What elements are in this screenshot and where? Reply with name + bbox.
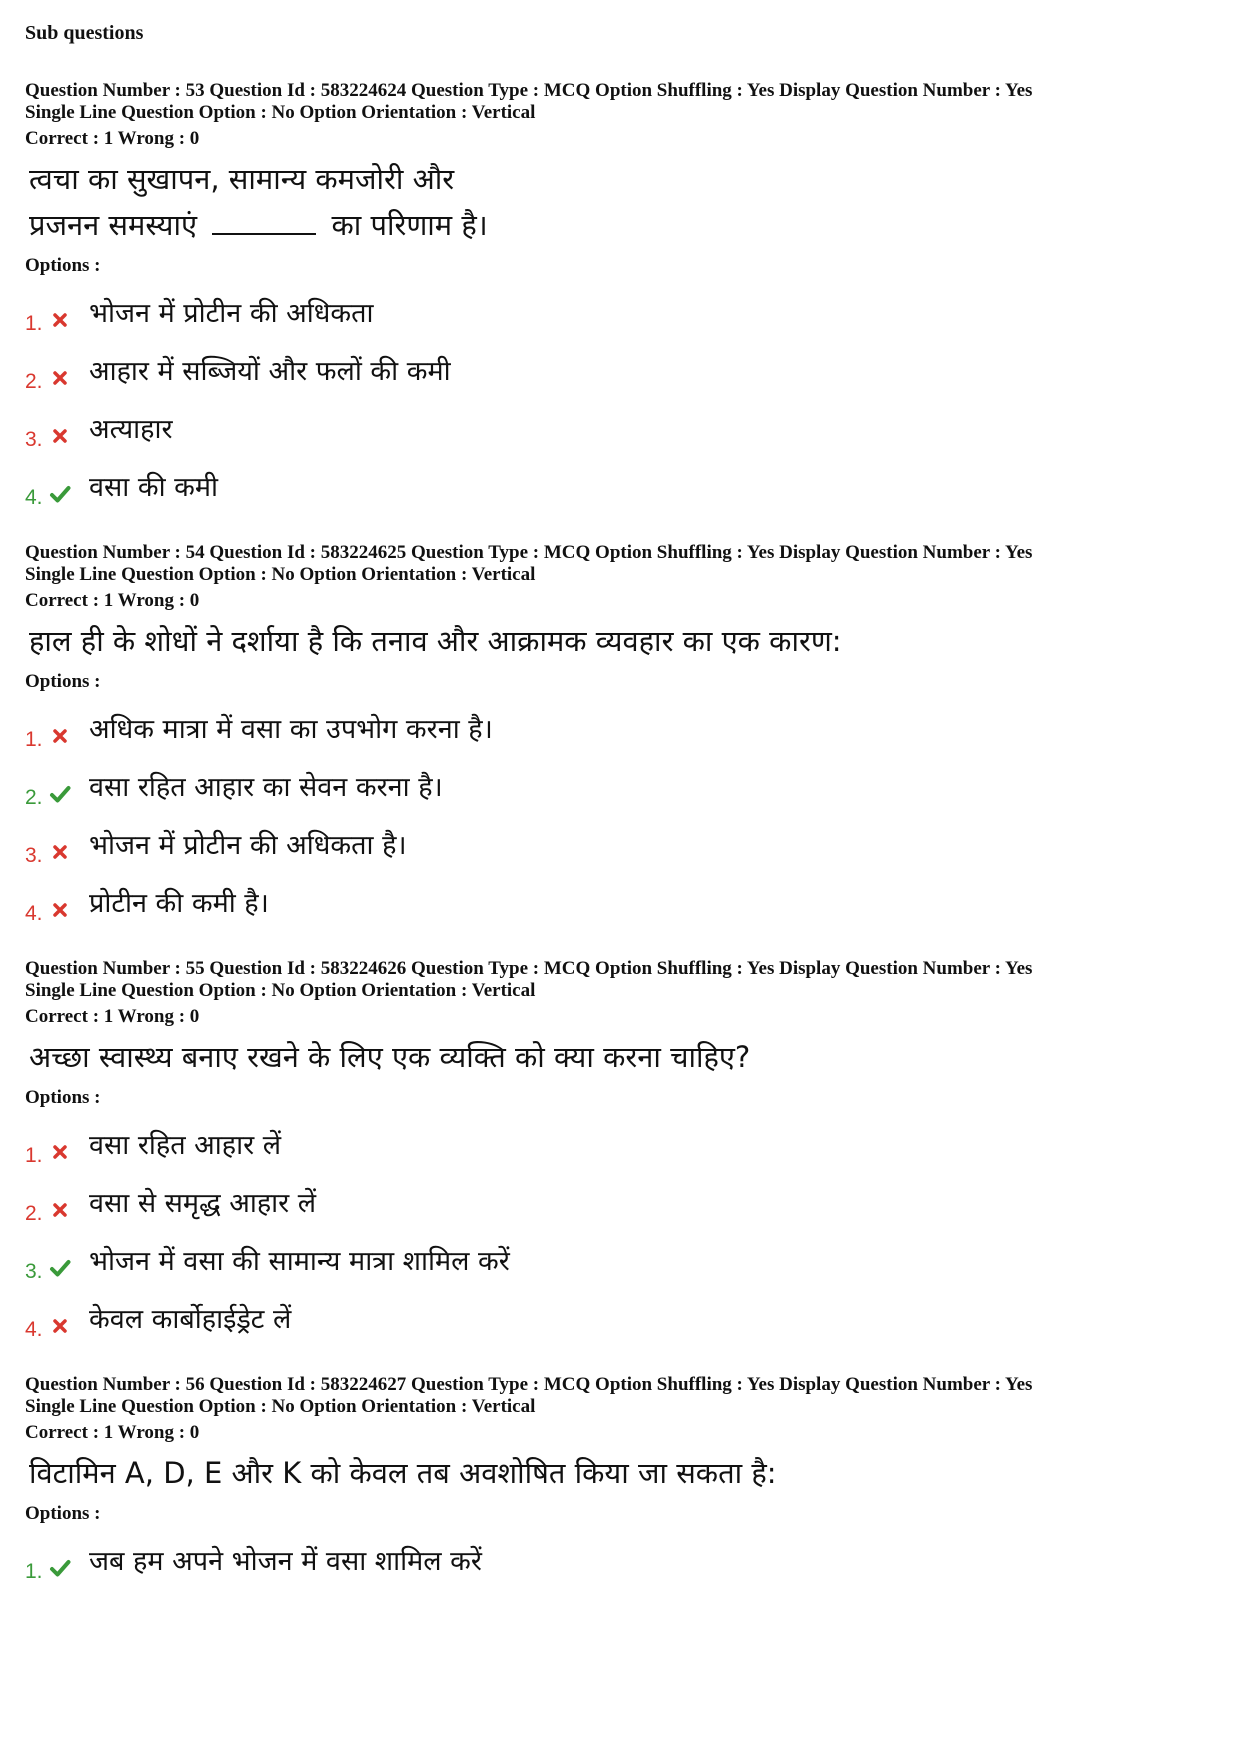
question-meta-line: Single Line Question Option : No Option Orientation : Vertical xyxy=(25,980,536,1001)
question-text xyxy=(29,156,1009,248)
question-meta-line: Single Line Question Option : No Option Orientation : Vertical xyxy=(25,102,536,123)
option-text: अत्याहार xyxy=(89,414,173,445)
option-row xyxy=(25,342,1215,400)
option-text: प्रोटीन की कमी है। xyxy=(89,888,269,919)
question-text-line xyxy=(29,202,1009,248)
option-text: अधिक मात्रा में वसा का उपभोग करना है। xyxy=(89,714,493,745)
option-text: भोजन में वसा की सामान्य मात्रा शामिल करें xyxy=(89,1246,510,1277)
option-row xyxy=(25,758,1215,816)
option-text: भोजन में प्रोटीन की अधिकता है। xyxy=(89,830,407,861)
marks-info: Correct : 1 Wrong : 0 xyxy=(25,1422,200,1443)
option-row xyxy=(25,1532,1215,1590)
option-text: जब हम अपने भोजन में वसा शामिल करें xyxy=(89,1546,482,1577)
option-row xyxy=(25,874,1215,932)
options-label: Options : xyxy=(25,671,101,692)
options-list xyxy=(25,700,1215,932)
option-row xyxy=(25,400,1215,458)
option-number: 3. xyxy=(25,428,43,451)
option-row xyxy=(25,700,1215,758)
cross-icon xyxy=(49,364,83,392)
question-text: अच्छा स्वास्थ्य बनाए रखने के लिए एक व्यक्ति को क्या करना चाहिए? xyxy=(29,1040,751,1074)
section-title: Sub questions xyxy=(25,22,144,44)
option-text: आहार में सब्जियों और फलों की कमी xyxy=(89,356,451,387)
option-text: वसा रहित आहार लें xyxy=(89,1130,282,1161)
option-number: 3. xyxy=(25,844,43,867)
question-meta-line: Question Number : 54 Question Id : 583224625 Question Type : MCQ Option Shuffling : Yes Display Question Number : Yes xyxy=(25,542,1033,563)
check-icon xyxy=(49,480,83,508)
question-text-fragment: प्रजनन समस्याएं xyxy=(29,208,198,242)
question-meta-line: Single Line Question Option : No Option Orientation : Vertical xyxy=(25,1396,536,1417)
check-icon xyxy=(49,1554,83,1582)
option-row xyxy=(25,1116,1215,1174)
option-number: 2. xyxy=(25,370,43,393)
option-number: 1. xyxy=(25,312,43,335)
question-text-line: त्वचा का सुखापन, सामान्य कमजोरी और xyxy=(29,162,455,196)
option-row xyxy=(25,816,1215,874)
question-55 xyxy=(25,958,1215,1348)
cross-icon xyxy=(49,1138,83,1166)
option-number: 4. xyxy=(25,486,43,509)
option-number: 1. xyxy=(25,1144,43,1167)
options-label: Options : xyxy=(25,1087,101,1108)
marks-info: Correct : 1 Wrong : 0 xyxy=(25,590,200,611)
cross-icon xyxy=(49,896,83,924)
option-row xyxy=(25,1174,1215,1232)
question-meta-line: Single Line Question Option : No Option Orientation : Vertical xyxy=(25,564,536,585)
marks-info: Correct : 1 Wrong : 0 xyxy=(25,1006,200,1027)
option-text: वसा से समृद्ध आहार लें xyxy=(89,1188,317,1219)
option-number: 1. xyxy=(25,728,43,751)
option-row xyxy=(25,1290,1215,1348)
cross-icon xyxy=(49,722,83,750)
check-icon xyxy=(49,1254,83,1282)
question-meta-line: Question Number : 53 Question Id : 583224624 Question Type : MCQ Option Shuffling : Yes Display Question Number : Yes xyxy=(25,80,1033,101)
options-list xyxy=(25,1116,1215,1348)
options-label: Options : xyxy=(25,1503,101,1524)
option-number: 2. xyxy=(25,786,43,809)
option-number: 3. xyxy=(25,1260,43,1283)
cross-icon xyxy=(49,422,83,450)
question-text-fragment: का परिणाम है। xyxy=(331,208,488,242)
question-54 xyxy=(25,542,1215,932)
option-number: 4. xyxy=(25,1318,43,1341)
options-label: Options : xyxy=(25,255,101,276)
option-text: केवल कार्बोहाईड्रेट लें xyxy=(89,1304,292,1335)
option-number: 4. xyxy=(25,902,43,925)
option-number: 2. xyxy=(25,1202,43,1225)
options-list xyxy=(25,1532,1215,1590)
options-list xyxy=(25,284,1215,516)
question-text: हाल ही के शोधों ने दर्शाया है कि तनाव और आक्रामक व्यवहार का एक कारण: xyxy=(29,624,842,658)
option-number: 1. xyxy=(25,1560,43,1583)
question-meta-line: Question Number : 55 Question Id : 583224626 Question Type : MCQ Option Shuffling : Yes Display Question Number : Yes xyxy=(25,958,1033,979)
option-row xyxy=(25,1232,1215,1290)
option-row xyxy=(25,284,1215,342)
option-text: वसा रहित आहार का सेवन करना है। xyxy=(89,772,443,803)
cross-icon xyxy=(49,306,83,334)
question-56 xyxy=(25,1374,1215,1590)
option-row xyxy=(25,458,1215,516)
question-meta-line: Question Number : 56 Question Id : 583224627 Question Type : MCQ Option Shuffling : Yes Display Question Number : Yes xyxy=(25,1374,1033,1395)
cross-icon xyxy=(49,1196,83,1224)
cross-icon xyxy=(49,1312,83,1340)
question-paper-page xyxy=(25,22,1215,1616)
option-text: वसा की कमी xyxy=(89,472,219,503)
question-53 xyxy=(25,80,1215,516)
option-text: भोजन में प्रोटीन की अधिकता xyxy=(89,298,374,329)
marks-info: Correct : 1 Wrong : 0 xyxy=(25,128,200,149)
question-text: विटामिन A, D, E और K को केवल तब अवशोषित किया जा सकता है: xyxy=(29,1456,777,1490)
answer-blank xyxy=(212,209,316,235)
cross-icon xyxy=(49,838,83,866)
check-icon xyxy=(49,780,83,808)
